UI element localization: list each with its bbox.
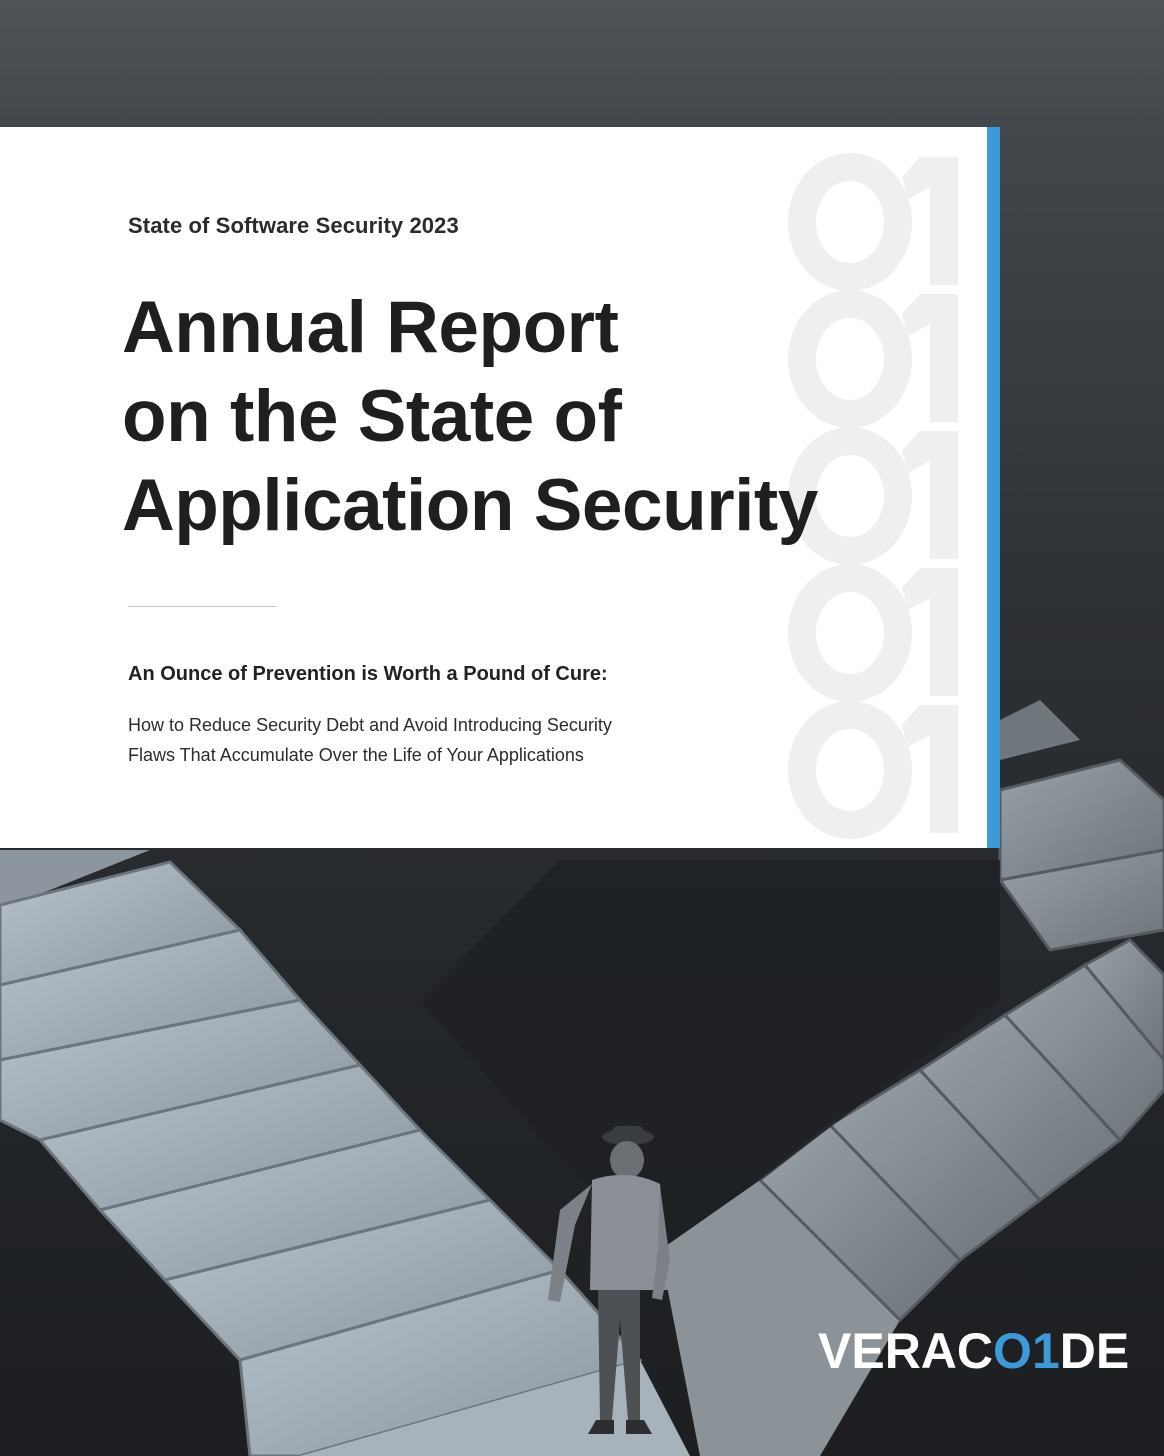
report-title-line: Application Security <box>122 465 818 546</box>
report-description <box>128 710 612 770</box>
accent-bar <box>987 127 1000 848</box>
veracode-logo <box>818 1323 1130 1379</box>
description-line: How to Reduce Security Debt and Avoid Introducing Security <box>128 715 612 735</box>
logo-wordmark: VERACO1DE <box>818 1323 1130 1379</box>
cover-title-panel <box>0 127 987 848</box>
report-subtitle: An Ounce of Prevention is Worth a Pound of Cure: <box>128 663 608 685</box>
description-line: Flaws That Accumulate Over the Life of Your Applications <box>128 745 584 765</box>
report-kicker: State of Software Security 2023 <box>128 213 459 238</box>
report-title <box>122 283 882 550</box>
report-title-line: on the State of <box>122 376 622 457</box>
report-title-line: Annual Report <box>122 287 619 368</box>
title-divider <box>128 606 277 607</box>
